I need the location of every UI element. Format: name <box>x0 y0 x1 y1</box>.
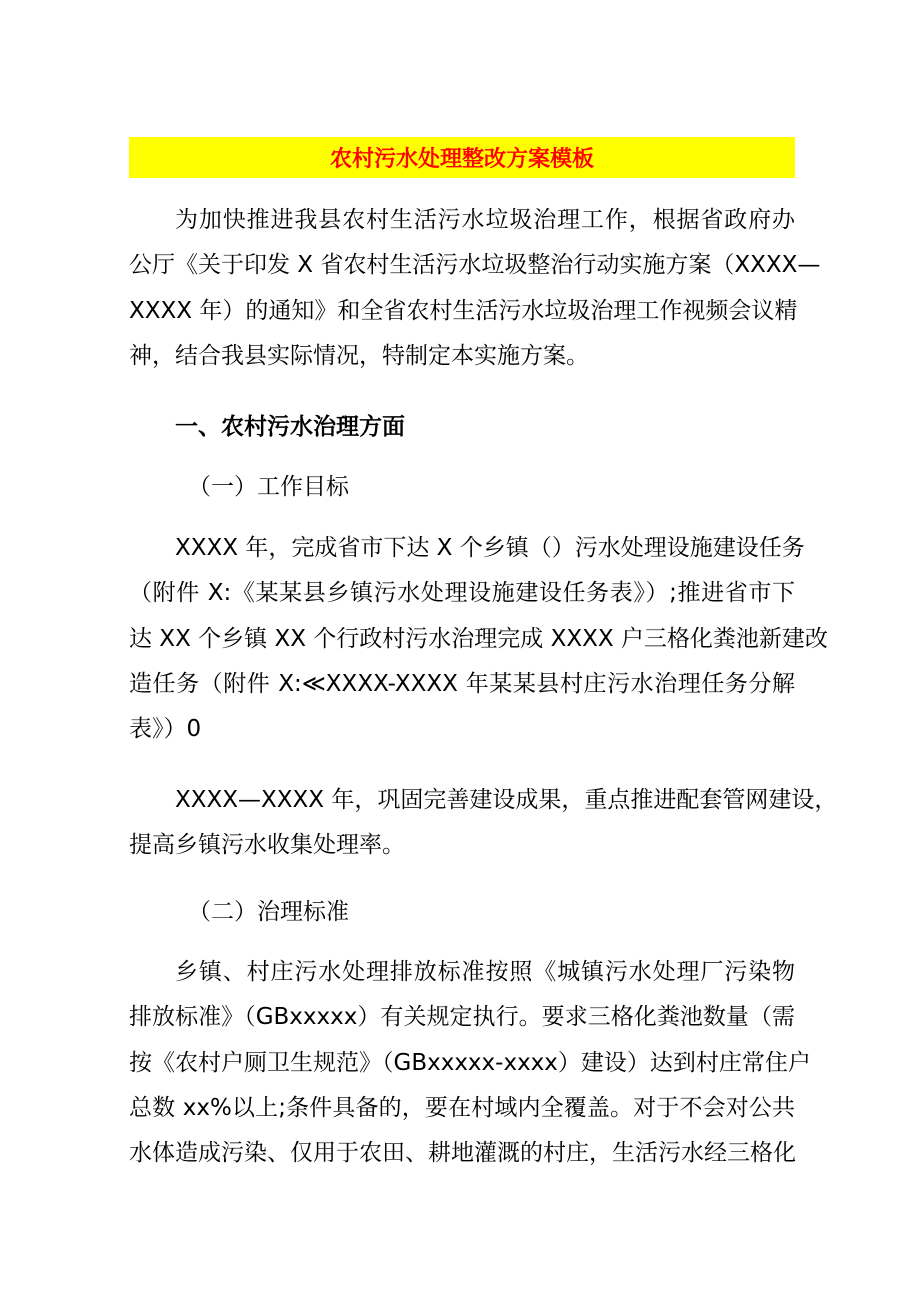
goal-paragraph-2 <box>129 778 838 869</box>
standard-paragraph <box>129 950 811 1176</box>
subsection-heading: （一）工作目标 <box>188 474 349 500</box>
goal-line: 表》）0 <box>129 716 202 743</box>
standard-line: 排放标准》（GBxxxxx）有关规定执行。要求三格化粪池数量（需 <box>129 1004 795 1031</box>
goal-line: XXXX 年，完成省市下达 X 个乡镇（）污水处理设施建设任务 <box>175 535 805 561</box>
intro-line: 公厅《关于印发 X 省农村生活污水垃圾整治行动实施方案（XXXX— <box>129 252 821 279</box>
standard-line: 按《农村户厕卫生规范》（GBxxxxx-xxxx）建设）达到村庄常住户 <box>129 1049 811 1076</box>
intro-line: 为加快推进我县农村生活污水垃圾治理工作，根据省政府办 <box>175 207 795 233</box>
goal-line: 造任务（附件 X:≪XXXX-XXXX 年某某县村庄污水治理任务分解 <box>129 670 795 697</box>
subsection-heading-2: （二）治理标准 <box>188 899 349 925</box>
intro-line: XXXX 年）的通知》和全省农村生活污水垃圾治理工作视频会议精 <box>129 297 798 324</box>
standard-line: 水体造成污染、仅用于农田、耕地灌溉的村庄，生活污水经三格化 <box>129 1140 796 1167</box>
section-heading: 一、农村污水治理方面 <box>175 414 405 440</box>
goal-line: （附件 X:《某某县乡镇污水处理设施建设任务表》）;推进省市下 <box>129 580 795 607</box>
intro-line: 神，结合我县实际情况，特制定本实施方案。 <box>129 342 589 369</box>
goal2-line: XXXX—XXXX 年，巩固完善建设成果，重点推进配套管网建设， <box>175 787 838 813</box>
goal-line: 达 XX 个乡镇 XX 个行政村污水治理完成 XXXX 户三格化粪池新建改 <box>129 625 828 652</box>
goal-paragraph <box>129 526 828 752</box>
standard-line: 总数 xx%以上;条件具备的，要在村域内全覆盖。对于不会对公共 <box>129 1094 795 1121</box>
document-title: 农村污水处理整改方案模板 <box>329 147 594 172</box>
title-banner <box>129 137 795 178</box>
intro-paragraph <box>129 198 821 379</box>
standard-line: 乡镇、村庄污水处理排放标准按照《城镇污水处理厂污染物 <box>175 959 795 985</box>
goal2-line: 提高乡镇污水收集处理率。 <box>129 832 405 859</box>
